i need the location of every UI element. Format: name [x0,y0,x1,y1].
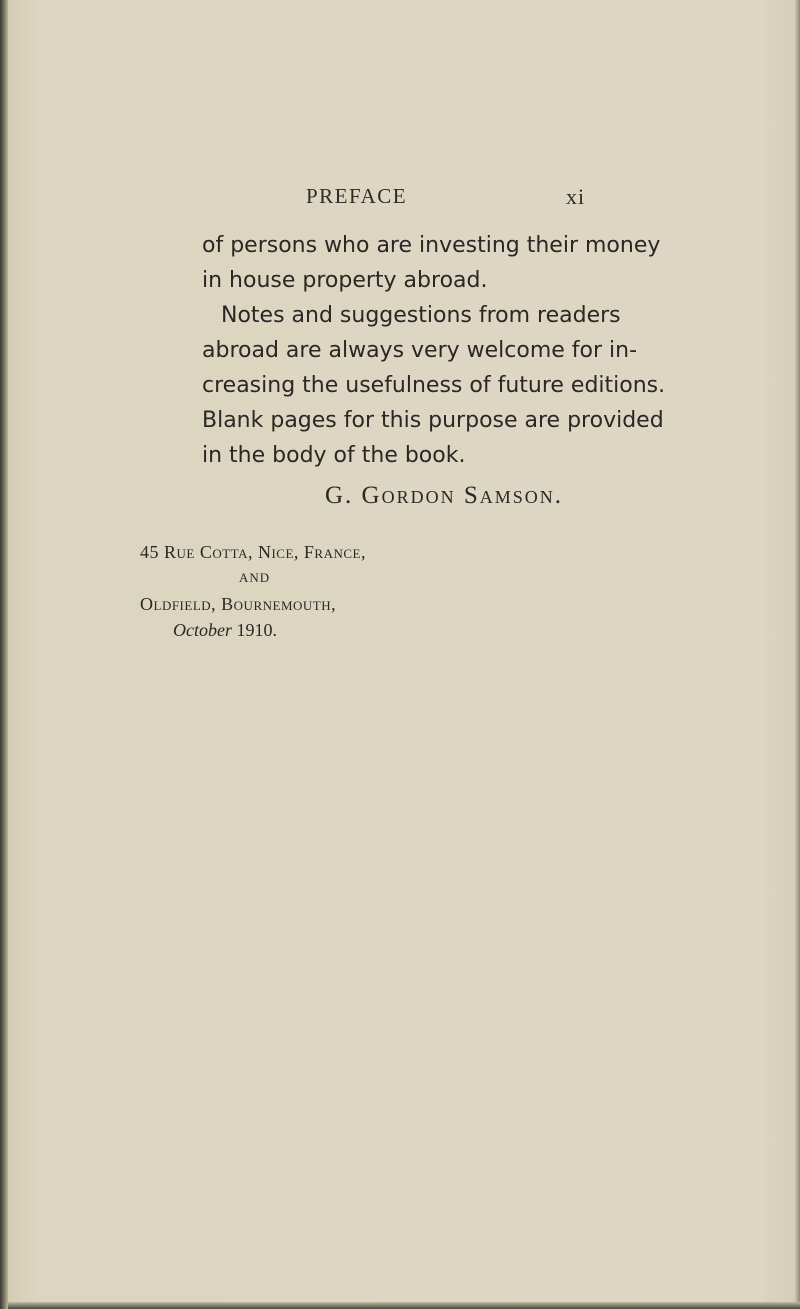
body-line: Notes and suggestions from readers [221,303,621,328]
date-month: October [173,620,232,640]
page-bottom-edge [8,1302,800,1309]
author-signature: G. Gordon Samson. [324,482,563,509]
date-year: 1910. [236,620,277,640]
body-line: in the body of the book. [202,443,466,468]
address-date [173,616,277,644]
running-head-title: PREFACE [306,184,408,208]
address-line-nice: 45 Rue Cotta, Nice, France, [140,542,366,562]
running-head [0,184,800,214]
body-line: creasing the usefulness of future editions. [202,373,666,398]
address-conjunction: AND [239,570,271,585]
body-line: Blank pages for this purpose are provided [202,408,664,433]
preface-body [202,228,666,473]
page-number: xi [566,184,586,209]
body-line: abroad are always very welcome for in- [202,338,638,363]
address-line-bournemouth: Oldfield, Bournemouth, [140,594,337,614]
body-line: in house property abroad. [202,268,488,293]
body-line: of persons who are investing their money [202,233,661,258]
